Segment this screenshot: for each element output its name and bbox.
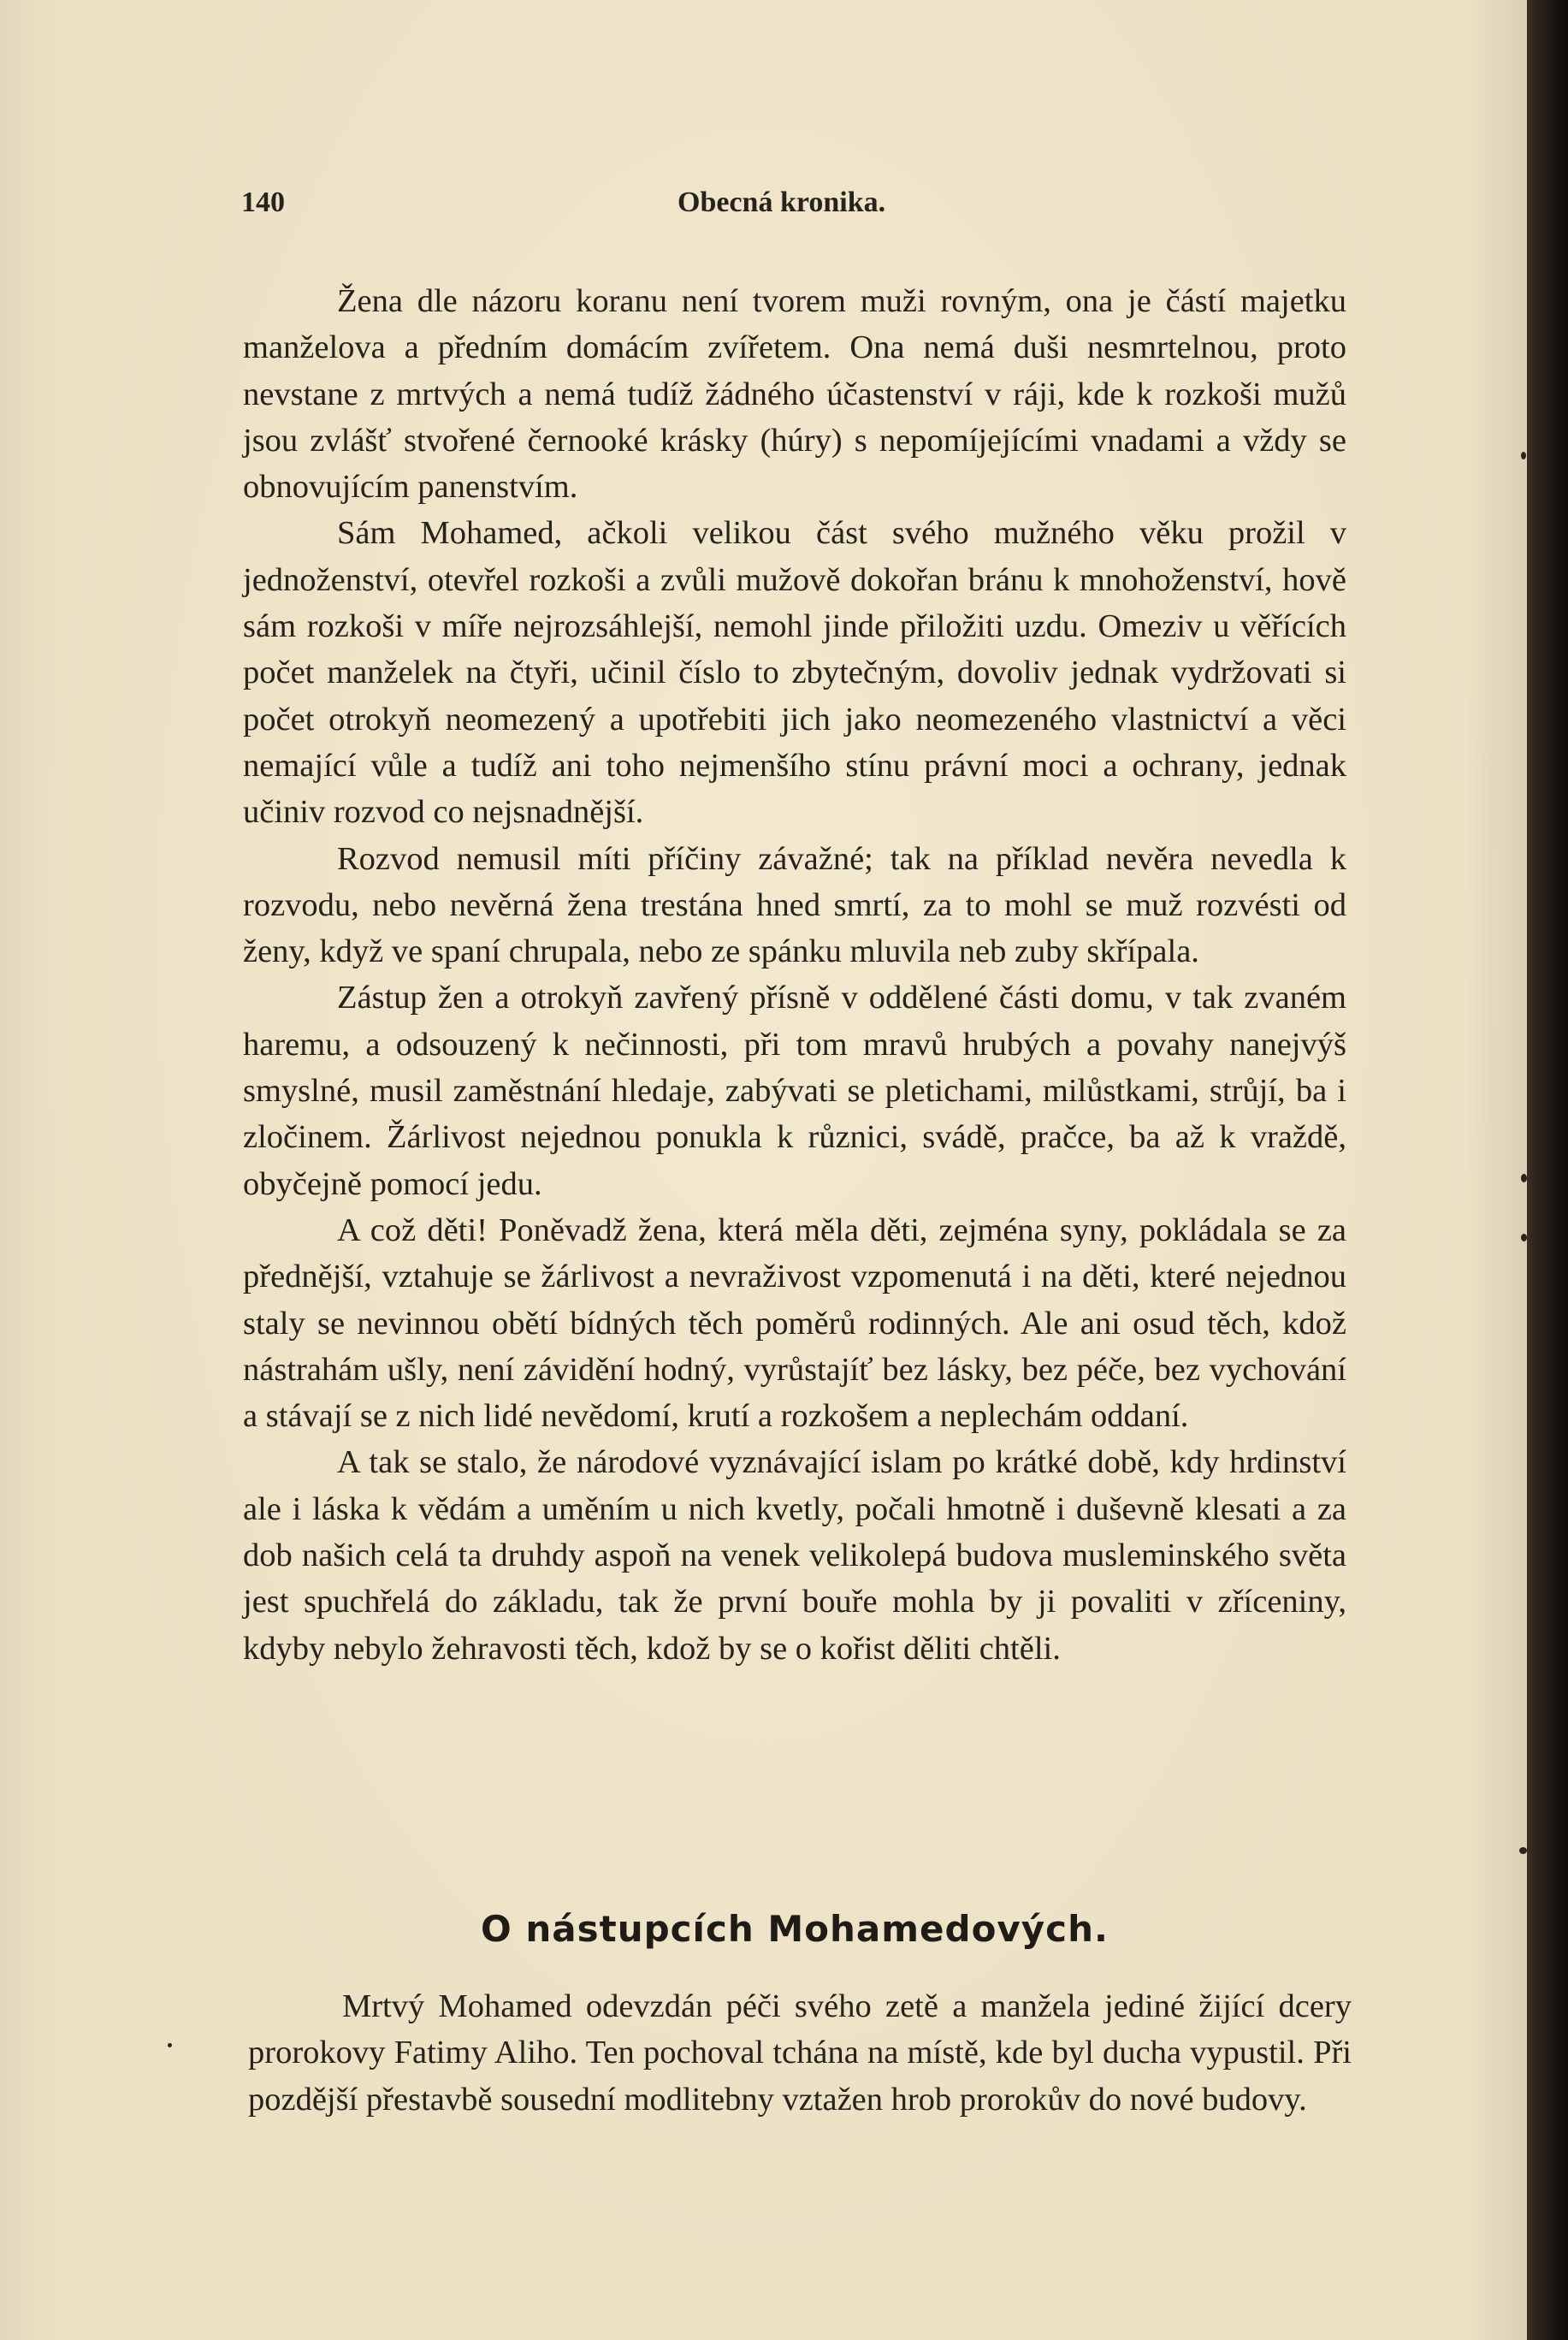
paragraph: A což děti! Poněvadž žena, která měla děti, zejména syny, pokládala se za přednější, vztahuje se žárlivost a nevraživost vzpomenutá i na děti, které nejednou staly se nevinnou obětí bídných těch poměrů rodinných. Ale ani osud těch, kdož nástrahám ušly, není závidění hodný, vyrůstajíť bez lásky, bez péče, bez vychování a stávají se z nich lidé nevědomí, krutí a rozkošem a neplechám oddaní.	[243, 1211, 1346, 1435]
paper-speck	[1521, 1174, 1527, 1182]
paragraph: Žena dle názoru koranu není tvorem muži rovným, ona je částí majetku manželova a předním domácím zvířetem. Ona nemá duši nesmrtelnou, proto nevstane z mrtvých a nemá tudíž žádného účastenství v ráji, kde k rozkoši mužů jsou zvlášť stvořené černooké krásky (húry) s nepomíjejícími vnadami a vždy se obnovujícím panenstvím.	[243, 283, 1346, 506]
paragraph: Sám Mohamed, ačkoli velikou část svého mužného věku prožil v jednoženství, otevřel rozkoši a zvůli mužově dokořan bránu k mnohoženství, hově sám rozkoši v míře nejrozsáhlejší, nemohl jinde přiložiti uzdu. Omeziv u věřících počet manželek na čtyři, učinil číslo to zbytečným, dovoliv jednak vydržovati si počet otrokyň neomezený a upotřebiti jich jako neomezeného vlastnictví a věci nemající vůle a tudíž ani toho nejmenšího stínu právní moci a ochrany, jednak učiniv rozvod co nejsnadnější.	[243, 515, 1346, 831]
paper-speck	[1521, 1234, 1527, 1241]
paragraph: A tak se stalo, že národové vyznávající islam po krátké době, kdy hrdinství ale i láska k vědám a uměním u nich kvetly, počali hmotně i duševně klesati a za dob našich celá ta druhdy aspoň na venek velikolepá budova musleminského světa jest spuchřelá do základu, tak že první bouře mohla by ji povaliti v zříceniny, kdyby nebylo žehravosti těch, kdož by se o kořist děliti chtěli.	[243, 1444, 1346, 1667]
paper-speck	[1519, 1847, 1527, 1854]
page-number: 140	[241, 187, 285, 218]
book-gutter	[1527, 0, 1568, 2340]
section-text	[248, 1983, 1352, 2123]
running-head	[241, 187, 1353, 229]
section-heading: O nástupcích Mohamedových.	[481, 1908, 1109, 1950]
main-text	[243, 278, 1346, 1672]
paragraph: Rozvod nemusil míti příčiny závažné; tak na příklad nevěra nevedla k rozvodu, nebo nevěrná žena trestána hned smrtí, za to mohl se muž rozvésti od ženy, když ve spaní chrupala, nebo ze spánku mluvila neb zuby skřípala.	[243, 840, 1346, 970]
paragraph: Zástup žen a otrokyň zavřený přísně v oddělené části domu, v tak zvaném haremu, a odsouzený k nečinnosti, při tom mravů hrubých a povahy nanejvýš smyslné, musil zaměstnání hledaje, zabývati se pletichami, milůstkami, strůjí, ba i zločinem. Žárlivost nejednou ponukla k různici, svádě, pračce, ba až k vraždě, obyčejně pomocí jedu.	[243, 980, 1346, 1202]
paragraph: Mrtvý Mohamed odevzdán péči svého zetě a manžela jediné žijící dcery prorokovy Fatimy Aliho. Ten pochoval tchána na místě, kde byl ducha vypustil. Při pozdější přestavbě sousední modlitebny vztažen hrob prorokův do nové budovy.	[248, 1988, 1352, 2118]
paper-speck	[1521, 452, 1526, 459]
running-title: Obecná kronika.	[677, 187, 886, 218]
paper-speck	[168, 2043, 172, 2047]
